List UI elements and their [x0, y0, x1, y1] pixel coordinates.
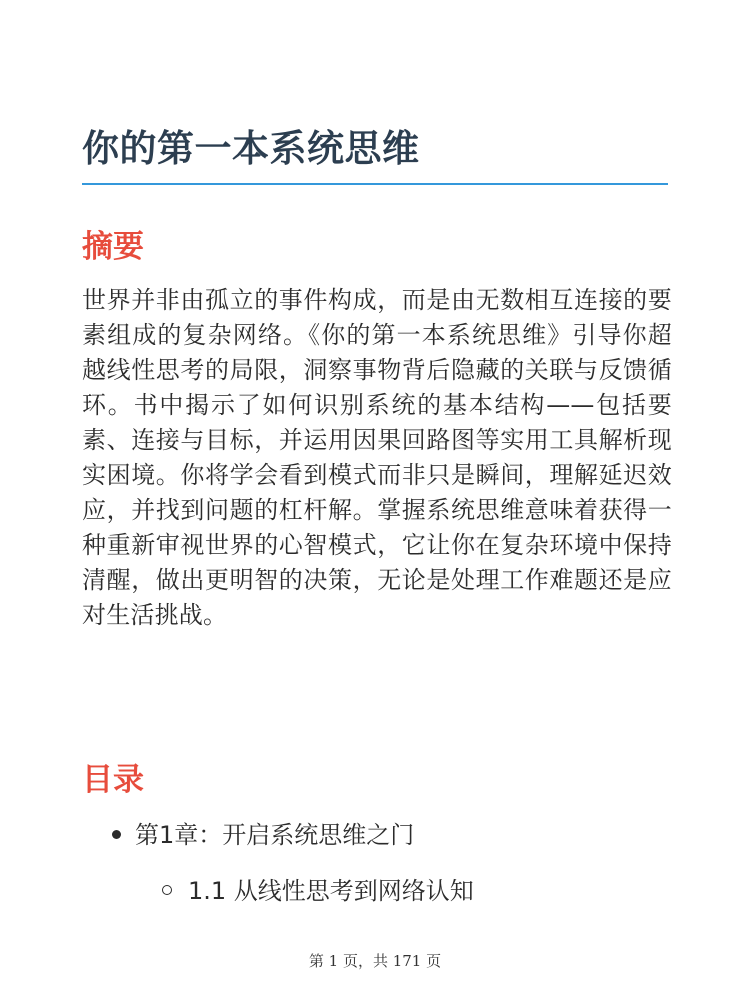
toc-item-label: 第1章：开启系统思维之门 [135, 821, 415, 849]
toc-item-chapter-1[interactable] [112, 820, 414, 850]
abstract-heading: 摘要 [82, 229, 144, 265]
toc-item-label: 1.1 从线性思考到网络认知 [188, 877, 474, 905]
page-number-footer: 第 1 页，共 171 页 [308, 952, 442, 970]
abstract-text: 世界并非由孤立的事件构成，而是由无数相互连接的要素组成的复杂网络。《你的第一本系统思维》引导你超越线性思考的局限，洞察事物背后隐藏的关联与反馈循环。书中揭示了如何识别系统的基本结构——包括要素、连接与目标，并运用因果回路图等实用工具解析现实困境。你将学会看到模式而非只是瞬间，理解延迟效应，并找到问题的杠杆解。掌握系统思维意味着获得一种重新审视世界的心智模式，它让你在复杂环境中保持清醒，做出更明智的决策，无论是处理工作难题还是应对生活挑战。 [82, 286, 672, 629]
toc-item-section-1-1[interactable] [162, 876, 474, 906]
document-title: 你的第一本系统思维 [82, 127, 420, 170]
toc-heading: 目录 [82, 762, 144, 798]
bullet-circle-icon [162, 885, 172, 895]
title-divider [82, 183, 668, 185]
bullet-disc-icon [112, 830, 121, 839]
